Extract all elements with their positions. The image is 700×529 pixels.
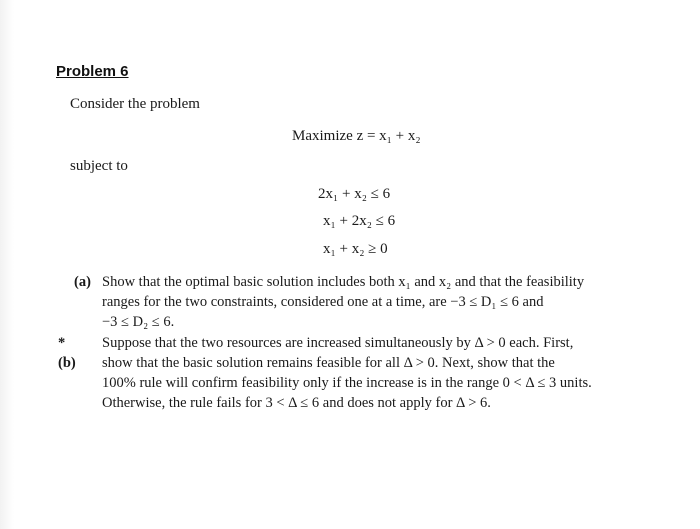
part-b-line: show that the basic solution remains feasible for all Δ > 0. Next, show that the [102,355,555,371]
constraint-2: x₁ + 2x₂ ≤ 6 [323,213,396,229]
part-a-body [102,272,584,332]
part-a-line: Show that the optimal basic solution includes both x₁ and x₂ and that the feasibility [102,274,585,290]
part-a-line: ranges for the two constraints, considered one at a time, are −3 ≤ D₁ ≤ 6 and [102,294,544,310]
constraint-1: 2x₁ + x₂ ≤ 6 [318,186,391,202]
subject-to-label: subject to [70,158,128,174]
part-b-line: Suppose that the two resources are increased simultaneously by Δ > 0 each. First, [102,335,574,351]
intro-text: Consider the problem [70,96,200,112]
part-b-line: 100% rule will confirm feasibility only if the increase is in the range 0 < Δ ≤ 3 units. [102,375,592,391]
part-a-line: −3 ≤ D₂ ≤ 6. [102,314,175,330]
part-b-marker: *(b) [58,335,76,371]
part-a-marker: (a) [74,274,91,290]
page-edge [0,0,14,529]
objective-function: Maximize z = x₁ + x₂ [292,128,421,144]
part-b-body [102,333,592,413]
problem-heading: Problem 6 [56,63,129,80]
constraint-3: x₁ + x₂ ≥ 0 [323,241,388,257]
part-b-line: Otherwise, the rule fails for 3 < Δ ≤ 6 and does not apply for Δ > 6. [102,395,491,411]
